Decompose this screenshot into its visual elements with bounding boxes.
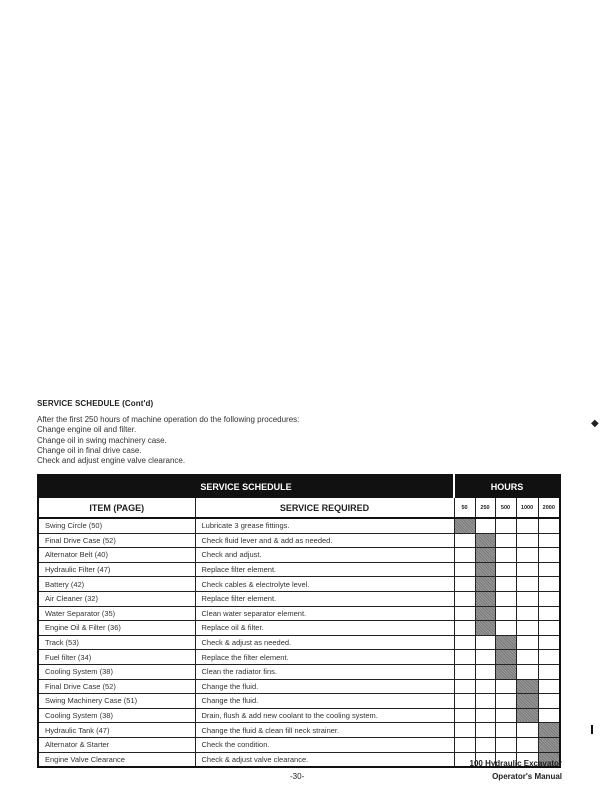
interval-marker-250	[475, 606, 495, 621]
interval-cell	[454, 723, 475, 738]
interval-cell	[475, 679, 495, 694]
service-cell: Replace filter element.	[195, 591, 454, 606]
interval-cell	[538, 533, 560, 548]
interval-cell	[475, 737, 495, 752]
interval-cell	[475, 650, 495, 665]
interval-cell	[495, 533, 516, 548]
interval-cell	[516, 591, 538, 606]
item-cell: Cooling System (38)	[38, 664, 195, 679]
table-row	[38, 577, 560, 592]
interval-cell	[495, 518, 516, 533]
interval-cell	[538, 635, 560, 650]
table-row	[38, 518, 560, 533]
interval-marker-500	[495, 664, 516, 679]
binding-mark-icon	[591, 725, 593, 734]
interval-cell	[516, 650, 538, 665]
interval-cell	[495, 606, 516, 621]
interval-marker-250	[475, 577, 495, 592]
interval-cell	[454, 664, 475, 679]
item-cell: Engine Oil & Filter (36)	[38, 621, 195, 636]
column-header-hours: 1000	[516, 498, 538, 519]
interval-cell	[475, 694, 495, 709]
interval-cell	[495, 708, 516, 723]
table-row	[38, 650, 560, 665]
item-cell: Final Drive Case (52)	[38, 679, 195, 694]
item-cell: Swing Circle (50)	[38, 518, 195, 533]
table-row	[38, 621, 560, 636]
intro-line: Check and adjust engine valve clearance.	[37, 456, 186, 466]
interval-marker-500	[495, 635, 516, 650]
table-row	[38, 737, 560, 752]
intro-line: After the first 250 hours of machine operation do the following procedures:	[37, 415, 300, 424]
table-row	[38, 635, 560, 650]
interval-marker-250	[475, 591, 495, 606]
interval-cell	[495, 591, 516, 606]
item-cell: Air Cleaner (32)	[38, 591, 195, 606]
interval-cell	[454, 621, 475, 636]
interval-cell	[454, 606, 475, 621]
interval-marker-2000	[538, 723, 560, 738]
interval-cell	[495, 737, 516, 752]
interval-marker-250	[475, 548, 495, 563]
interval-marker-50	[454, 518, 475, 533]
manual-title-line1: 100 Hydraulic Excavator	[469, 759, 562, 768]
interval-cell	[454, 591, 475, 606]
interval-marker-500	[495, 650, 516, 665]
hours-title: HOURS	[454, 475, 560, 498]
column-header-hours: 50	[454, 498, 475, 519]
item-cell: Fuel filter (34)	[38, 650, 195, 665]
column-header-service: SERVICE REQUIRED	[195, 498, 454, 519]
service-cell: Check fluid lever and & add as needed.	[195, 533, 454, 548]
service-cell: Check & adjust valve clearance.	[195, 752, 454, 767]
interval-cell	[538, 650, 560, 665]
interval-cell	[538, 548, 560, 563]
table-row	[38, 548, 560, 563]
interval-cell	[454, 533, 475, 548]
interval-cell	[495, 679, 516, 694]
interval-marker-250	[475, 621, 495, 636]
interval-cell	[516, 533, 538, 548]
interval-cell	[516, 737, 538, 752]
interval-cell	[475, 708, 495, 723]
interval-cell	[454, 708, 475, 723]
interval-cell	[475, 664, 495, 679]
interval-cell	[495, 548, 516, 563]
interval-cell	[454, 562, 475, 577]
interval-cell	[454, 635, 475, 650]
interval-cell	[516, 621, 538, 636]
interval-cell	[495, 577, 516, 592]
intro-line: Change oil in swing machinery case.	[37, 435, 167, 445]
service-cell: Drain, flush & add new coolant to the cooling system.	[195, 708, 454, 723]
interval-cell	[538, 621, 560, 636]
interval-cell	[454, 694, 475, 709]
table-row	[38, 664, 560, 679]
interval-cell	[516, 548, 538, 563]
interval-cell	[454, 577, 475, 592]
interval-cell	[516, 664, 538, 679]
interval-cell	[475, 518, 495, 533]
binding-mark-icon: ◆	[591, 418, 599, 429]
item-cell: Alternator Belt (40)	[38, 548, 195, 563]
interval-cell	[495, 621, 516, 636]
table-row	[38, 606, 560, 621]
interval-cell	[516, 606, 538, 621]
service-cell: Lubricate 3 grease fittings.	[195, 518, 454, 533]
column-header-hours: 500	[495, 498, 516, 519]
interval-cell	[516, 518, 538, 533]
interval-cell	[538, 591, 560, 606]
service-cell: Change the fluid & clean fill neck strainer.	[195, 723, 454, 738]
interval-cell	[475, 723, 495, 738]
interval-cell	[538, 577, 560, 592]
column-header-hours: 2000	[538, 498, 560, 519]
page-number: -30-	[290, 772, 305, 781]
table-row	[38, 708, 560, 723]
manual-title-line2: Operator's Manual	[492, 772, 562, 781]
item-cell: Hydraulic Filter (47)	[38, 562, 195, 577]
item-cell: Hydraulic Tank (47)	[38, 723, 195, 738]
interval-marker-1000	[516, 679, 538, 694]
interval-cell	[454, 548, 475, 563]
service-cell: Check the condition.	[195, 737, 454, 752]
item-cell: Final Drive Case (52)	[38, 533, 195, 548]
interval-marker-1000	[516, 708, 538, 723]
interval-cell	[475, 635, 495, 650]
service-cell: Check & adjust as needed.	[195, 635, 454, 650]
interval-marker-250	[475, 562, 495, 577]
service-cell: Clean the radiator fins.	[195, 664, 454, 679]
item-cell: Engine Valve Clearance	[38, 752, 195, 767]
interval-marker-250	[475, 533, 495, 548]
column-header-item: ITEM (PAGE)	[38, 498, 195, 519]
interval-cell	[538, 518, 560, 533]
interval-cell	[538, 679, 560, 694]
table-row	[38, 533, 560, 548]
intro-line: Change oil in final drive case.	[37, 445, 142, 455]
interval-cell	[538, 664, 560, 679]
interval-cell	[495, 723, 516, 738]
item-cell: Water Separator (35)	[38, 606, 195, 621]
section-heading: SERVICE SCHEDULE (Cont'd)	[37, 399, 154, 408]
service-cell: Change the fluid.	[195, 679, 454, 694]
table-row	[38, 694, 560, 709]
interval-cell	[516, 577, 538, 592]
interval-cell	[538, 694, 560, 709]
interval-marker-2000	[538, 737, 560, 752]
interval-cell	[495, 694, 516, 709]
service-cell: Check cables & electrolyte level.	[195, 577, 454, 592]
service-cell: Check and adjust.	[195, 548, 454, 563]
table-row	[38, 723, 560, 738]
service-cell: Replace oil & filter.	[195, 621, 454, 636]
interval-cell	[454, 679, 475, 694]
item-cell: Cooling System (38)	[38, 708, 195, 723]
table-title: SERVICE SCHEDULE	[38, 475, 454, 498]
column-header-hours: 250	[475, 498, 495, 519]
item-cell: Alternator & Starter	[38, 737, 195, 752]
item-cell: Track (53)	[38, 635, 195, 650]
service-cell: Replace filter element.	[195, 562, 454, 577]
table-row	[38, 562, 560, 577]
service-cell: Replace the filter element.	[195, 650, 454, 665]
service-cell: Change the fluid.	[195, 694, 454, 709]
interval-cell	[538, 606, 560, 621]
service-schedule-table	[37, 474, 561, 768]
intro-line: Change engine oil and filter.	[37, 425, 137, 435]
item-cell: Swing Machinery Case (51)	[38, 694, 195, 709]
interval-cell	[538, 562, 560, 577]
intro-paragraph	[37, 415, 299, 466]
interval-cell	[516, 562, 538, 577]
interval-marker-1000	[516, 694, 538, 709]
interval-cell	[516, 635, 538, 650]
interval-cell	[454, 650, 475, 665]
table-row	[38, 679, 560, 694]
interval-cell	[454, 737, 475, 752]
item-cell: Battery (42)	[38, 577, 195, 592]
interval-cell	[516, 723, 538, 738]
table-row	[38, 591, 560, 606]
service-cell: Clean water separator element.	[195, 606, 454, 621]
interval-cell	[538, 708, 560, 723]
interval-cell	[495, 562, 516, 577]
